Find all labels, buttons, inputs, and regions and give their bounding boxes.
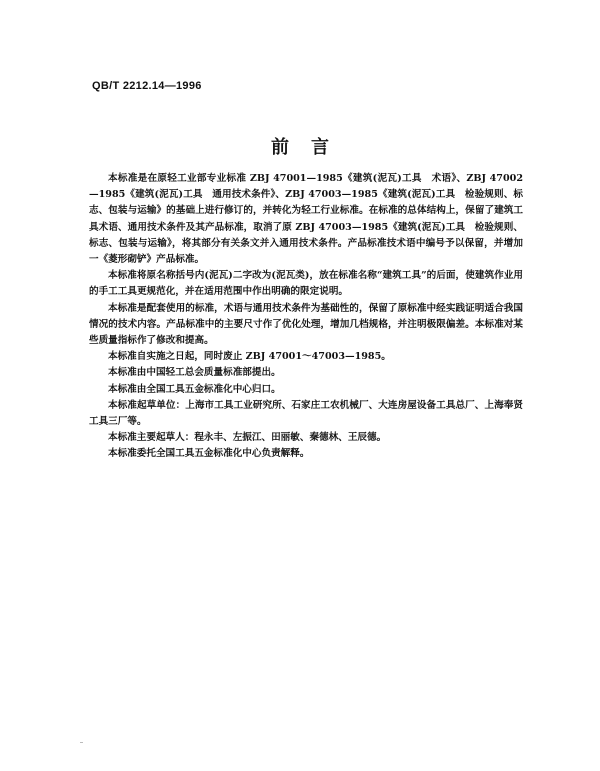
paragraph-drafting-units: 本标准起草单位：上海市工具工业研究所、石家庄工农机械厂、大连房屋设备工具总厂、上海奉贤工具三厂等。 (89, 399, 523, 428)
section-heading: 前言 (271, 137, 351, 158)
paragraph-naming: 本标准将原名称括号内(泥瓦)二字改为(泥瓦类)，放在标准名称“建筑工具”的后面，使建筑作业用的手工工具更规范化，并在适用范围中作出明确的限定说明。 (89, 270, 523, 298)
standard-number: QB/T 2212.14—1996 (92, 80, 202, 92)
scan-speck (80, 742, 83, 743)
paragraph-effective-date: 本标准自实施之日起，同时废止 ZBJ 47001～47003—1985。 (108, 351, 391, 363)
paragraph-interpretation: 本标准委托全国工具五金标准化中心负责解释。 (108, 448, 310, 460)
foreword-body (89, 171, 523, 463)
paragraph-revision-basis: 本标准是在原轻工业部专业标准 ZBJ 47001—1985《建筑(泥瓦)工具 术语》、ZBJ 47002—1985《建筑(泥瓦)工具 通用技术条件》、ZBJ 47003—1985《建筑(泥瓦)工具 检验规则、标志、包装与运输》的基础上进行修订的，并转化为轻工行业标准。在标准的总体结构上，保留了建筑工具术语、通用技术条件及其产品标准，取消了原 ZBJ 47003—1985《建筑(泥瓦)工具 检验规则、标志、包装与运输》，将其部分有关条文并入通用技术条件。产品标准技术语中编号予以保留，并增加一《菱形砌铲》产品标准。 (89, 173, 523, 266)
paragraph-supporting-use: 本标准是配套使用的标准，术语与通用技术条件为基础性的，保留了原标准中经实践证明适合我国情况的技术内容。产品标准中的主要尺寸作了优化处理，增加几档规格，并注明极限偏差。本标准对某些质量指标作了修改和提高。 (89, 302, 523, 347)
paragraph-drafters: 本标准主要起草人：程永丰、左振江、田丽敏、秦德林、王辰德。 (108, 432, 387, 444)
paragraph-proposed-by: 本标准由中国轻工总会质量标准部提出。 (108, 367, 281, 379)
paragraph-centralized-by: 本标准由全国工具五金标准化中心归口。 (108, 383, 281, 395)
